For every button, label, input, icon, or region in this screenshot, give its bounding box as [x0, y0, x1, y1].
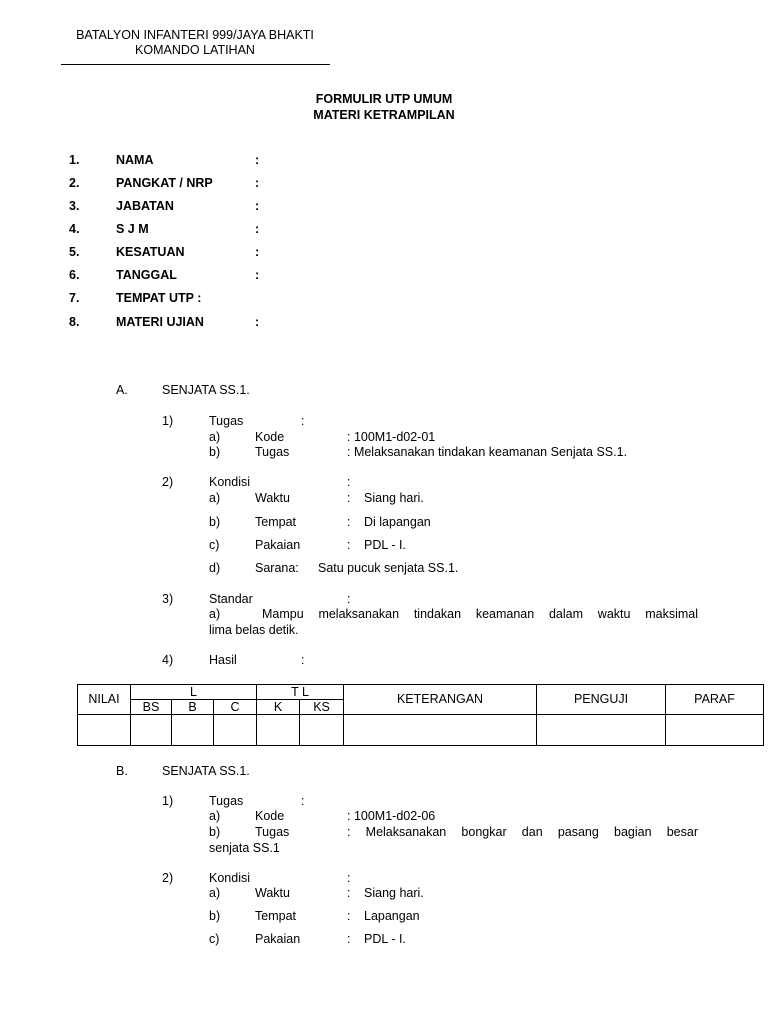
item-colon: :	[347, 475, 351, 489]
field-number: 5.	[69, 245, 80, 259]
standard-text-cont: lima belas detik.	[209, 623, 299, 637]
sub-label: Tugas	[255, 445, 290, 459]
sub-letter: a)	[209, 607, 221, 621]
item-colon: :	[301, 653, 305, 667]
sub-value: : 100M1-d02-06	[347, 809, 436, 823]
header-divider	[61, 64, 330, 65]
grade-bs-cell[interactable]	[131, 715, 172, 746]
field-label: TANGGAL	[116, 268, 177, 282]
field-number: 7.	[69, 291, 80, 305]
field-colon: :	[255, 199, 260, 213]
sub-label: Pakaian	[255, 538, 301, 552]
item-number: 1)	[162, 414, 174, 428]
item-number: 4)	[162, 653, 174, 667]
field-number: 3.	[69, 199, 80, 213]
item-label: Tugas	[209, 794, 244, 808]
item-colon: :	[301, 794, 305, 808]
sub-colon: :	[347, 909, 351, 923]
item-label: Kondisi	[209, 475, 250, 489]
paraf-header: PARAF	[666, 685, 764, 715]
penguji-cell[interactable]	[537, 715, 666, 746]
field-number: 4.	[69, 222, 80, 236]
item-label: Hasil	[209, 653, 237, 667]
field-number: 1.	[69, 153, 80, 167]
form-subtitle: MATERI KETRAMPILAN	[313, 108, 455, 122]
section-title: SENJATA SS.1.	[162, 764, 250, 778]
grade-ks-cell[interactable]	[300, 715, 344, 746]
grade-ks-header: KS	[300, 700, 344, 715]
item-number: 3)	[162, 592, 174, 606]
sub-value: PDL - I.	[364, 538, 406, 552]
sub-label: Tugas	[255, 825, 290, 839]
sub-value: Satu pucuk senjata SS.1.	[318, 561, 459, 575]
penguji-header: PENGUJI	[537, 685, 666, 715]
sub-label: Sarana:	[255, 561, 299, 575]
sub-value-cont: senjata SS.1	[209, 841, 280, 855]
grade-c-cell[interactable]	[214, 715, 257, 746]
item-colon: :	[347, 871, 351, 885]
grade-bs-header: BS	[131, 700, 172, 715]
grade-k-header: K	[257, 700, 300, 715]
sub-colon: :	[347, 886, 351, 900]
item-colon: :	[301, 414, 305, 428]
grade-c-header: C	[214, 700, 257, 715]
sub-value: Siang hari.	[364, 491, 424, 505]
unit-subname: KOMANDO LATIHAN	[135, 43, 255, 57]
field-number: 8.	[69, 315, 80, 329]
sub-colon: :	[347, 538, 351, 552]
field-colon: :	[255, 315, 260, 329]
nilai-cell[interactable]	[78, 715, 131, 746]
standard-text: Mampu melaksanakan tindakan keamanan dalam waktu maksimal	[262, 607, 698, 621]
score-table	[77, 684, 764, 746]
form-title: FORMULIR UTP UMUM	[315, 92, 453, 106]
sub-value: Di lapangan	[364, 515, 431, 529]
sub-label: Tempat	[255, 909, 296, 923]
item-label: Kondisi	[209, 871, 250, 885]
item-label: Tugas	[209, 414, 244, 428]
field-colon: :	[255, 268, 260, 282]
keterangan-header: KETERANGAN	[344, 685, 537, 715]
sub-label: Waktu	[255, 491, 290, 505]
sub-label: Waktu	[255, 886, 290, 900]
sub-letter: c)	[209, 932, 220, 946]
section-letter: B.	[116, 764, 128, 778]
sub-value: Siang hari.	[364, 886, 424, 900]
sub-letter: b)	[209, 825, 221, 839]
sub-colon: :	[347, 515, 351, 529]
sub-letter: c)	[209, 538, 220, 552]
sub-letter: a)	[209, 430, 221, 444]
sub-letter: d)	[209, 561, 221, 575]
field-label: KESATUAN	[116, 245, 185, 259]
sub-letter: a)	[209, 886, 221, 900]
keterangan-cell[interactable]	[344, 715, 537, 746]
sub-label: Kode	[255, 430, 285, 444]
sub-label: Kode	[255, 809, 285, 823]
section-letter: A.	[116, 383, 128, 397]
field-label: TEMPAT UTP :	[116, 291, 202, 305]
sub-value: : Melaksanakan bongkar dan pasang bagian besar	[347, 825, 698, 839]
grade-b-header: B	[172, 700, 214, 715]
paraf-cell[interactable]	[666, 715, 764, 746]
grade-k-cell[interactable]	[257, 715, 300, 746]
sub-colon: :	[347, 932, 351, 946]
sub-value: PDL - I.	[364, 932, 406, 946]
nilai-header: NILAI	[78, 685, 131, 715]
field-label: MATERI UJIAN	[116, 315, 204, 329]
sub-letter: a)	[209, 809, 221, 823]
sub-value: Lapangan	[364, 909, 420, 923]
item-colon: :	[347, 592, 351, 606]
field-number: 6.	[69, 268, 80, 282]
field-colon: :	[255, 153, 260, 167]
field-label: NAMA	[116, 153, 154, 167]
sub-letter: b)	[209, 445, 221, 459]
sub-label: Pakaian	[255, 932, 301, 946]
tidak-lulus-header: T L	[257, 685, 344, 700]
sub-letter: b)	[209, 909, 221, 923]
field-number: 2.	[69, 176, 80, 190]
sub-letter: a)	[209, 491, 221, 505]
field-colon: :	[255, 222, 260, 236]
sub-value: : 100M1-d02-01	[347, 430, 436, 444]
item-number: 2)	[162, 475, 174, 489]
field-colon: :	[255, 176, 260, 190]
lulus-header: L	[131, 685, 257, 700]
unit-name: BATALYON INFANTERI 999/JAYA BHAKTI	[76, 28, 314, 42]
item-number: 1)	[162, 794, 174, 808]
field-colon: :	[255, 245, 260, 259]
item-number: 2)	[162, 871, 174, 885]
section-title: SENJATA SS.1.	[162, 383, 250, 397]
item-label: Standar	[209, 592, 253, 606]
sub-colon: :	[347, 491, 351, 505]
grade-b-cell[interactable]	[172, 715, 214, 746]
sub-label: Tempat	[255, 515, 296, 529]
sub-value: : Melaksanakan tindakan keamanan Senjata SS.1.	[347, 445, 628, 459]
field-label: S J M	[116, 222, 149, 236]
sub-letter: b)	[209, 515, 221, 529]
field-label: PANGKAT / NRP	[116, 176, 213, 190]
field-label: JABATAN	[116, 199, 174, 213]
